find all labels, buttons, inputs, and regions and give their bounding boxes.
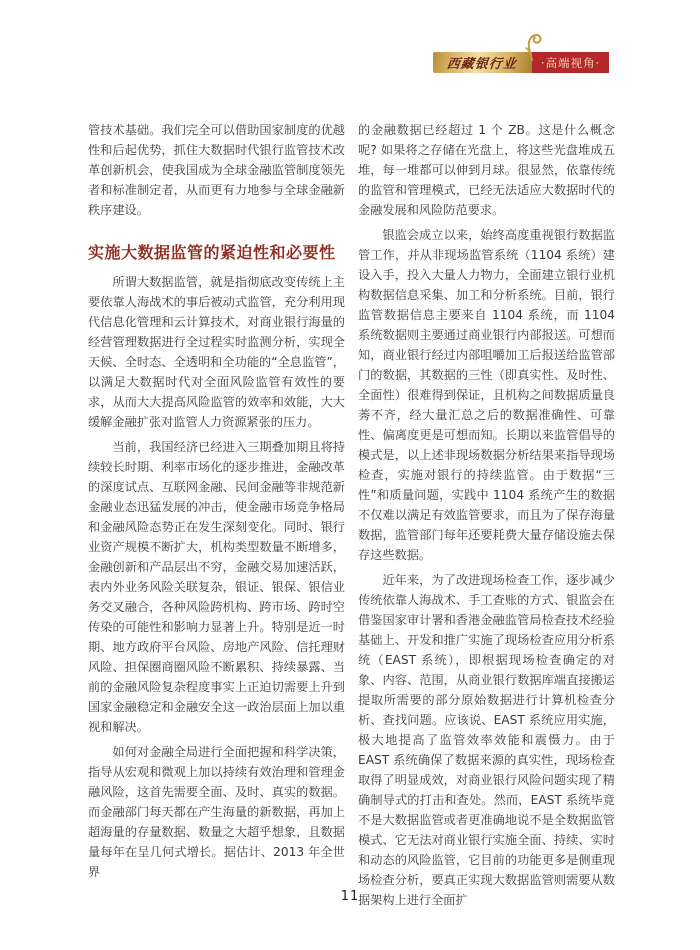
section-heading: 实施大数据监管的紧迫性和必要性 <box>88 243 336 262</box>
brand-title: 西藏银行业 <box>446 57 519 72</box>
paragraph: 如何对金融全局进行全面把握和科学决策，指导从宏观和微观上加以持续有效治理和管理金融风险，这首先需要全面、及时、真实的数据。而金融部门每天都在产生海量的新数据，再加上超海量的存量数据、数量之大超乎想象，且数据量每年在呈几何式增长。据估计、2013 年全世界 <box>88 745 345 879</box>
paragraph: 近年来，为了改进现场检查工作，逐步减少传统依靠人海战术、手工查账的方式、银监会在借鉴国家审计署和香港金融监管局检查技术经验基础上、开发和推广实施了现场检查应用分析系统（EAST 系统），即根据现场检查确定的对象、内容、范围，从商业银行数据库端直接搬运提取所需要的部分原始数据进行计算机检查分析、查找问题。应该说、EAST 系统应用实施，极大地提高了监管效率效能和震慑力。由于 EAST 系统确保了数据来源的真实性，现场检查取得了明显成效，对商业银行风险问题实现了精确制导式的打击和查处。然而，EAST 系统毕竟不是大数据监管或者更准确地说不是全数据监管模式、它无法对商业银行实施全面、持续、实时和动态的风险监管，它目前的功能更多是侧重现场检查分析，要真正实现大数据监管则需要从数据架构上进行全面扩 <box>358 573 615 907</box>
section-plate <box>532 52 609 73</box>
continuation-paragraph: 的金融数据已经超过 1 个 ZB。这是什么概念呢? 如果将之存储在光盘上，将这些光盘堆成五堆，每一堆都可以伸到月球。很显然，依靠传统的监管和管理模式，已经无法适应大数据时代的金融发展和风险防范要求。 <box>358 123 615 217</box>
brand-plate <box>433 52 532 73</box>
section-label: ·高端视角· <box>540 55 601 70</box>
column-right <box>358 120 615 915</box>
paragraph: 所谓大数据监管，就是指彻底改变传统上主要依靠人海战术的事后被动式监管，充分利用现代信息化管理和云计算技术，对商业银行海量的经营管理数据进行全过程实时监测分析，实现全天候、全时态、全透明和全功能的“全息监管”，以满足大数据时代对全面风险监管有效性的要求，从而大大提高风险监管的效率和效能，大大缓解金融扩张对监管人力资源紧张的压力。 <box>88 275 345 429</box>
continuation-paragraph: 管技术基础。我们完全可以借助国家制度的优越性和后起优势，抓住大数据时代银行监管技术改革创新机会，使我国成为全球金融监管制度领先者和标准制定者，从而更有力地参与全球金融新秩序建设。 <box>88 123 345 217</box>
page-footer <box>0 889 700 904</box>
page-number: 11 <box>340 889 360 904</box>
paragraph: 当前，我国经济已经进入三期叠加期且将持续较长时期、利率市场化的逐步推进，金融改革的深度试点、互联网金融、民间金融等非规范新金融业态迅猛发展的冲击，使金融市场竞争格局和金融风险态势正在发生深刻变化。同时、银行业资产规模不断扩大，机构类型数量不断增多，金融创新和产品层出不穷，金融交易加速活跃，表内外业务风险关联复杂，银证、银保、银信业务交叉融合，各种风险跨机构、跨市场、跨时空传染的可能性和影响力显著上升。特别是近一时期、地方政府平台风险、房地产风险、信托理财风险、担保圈商圈风险不断累积、持续暴露、当前的金融风险复杂程度事实上正迫切需要上升到国家金融稳定和金融安全这一政治层面上加以重视和解决。 <box>88 440 345 734</box>
page-header-banner <box>433 52 609 73</box>
column-left <box>88 120 345 887</box>
paragraph: 银监会成立以来，始终高度重视银行数据监管工作，并从非现场监管系统（1104 系统）建设入手，投入大量人力物力，全面建立银行业机构数据信息采集、加工和分析系统。目前，银行监管数据信息主要来自 1104 系统，而 1104 系统数据则主要通过商业银行内部报送。可想而知，商业银行经过内部咀嚼加工后报送给监管部门的数据，其数据的三性（即真实性、及时性、全面性）很难得到保证，且机构之间数据质量良莠不齐，经大量汇总之后的数据准确性、可靠性、偏离度更是可想而知。长期以来监管倡导的模式是，以上述非现场数据分析结果来指导现场检查，实施对银行的持续监管。由于数据“三性”和质量问题，实践中 1104 系统产生的数据不仅难以满足有效监管要求，而且为了保存海量数据，监管部门每年还要耗费大量存储设施去保存这些数据。 <box>358 228 615 562</box>
